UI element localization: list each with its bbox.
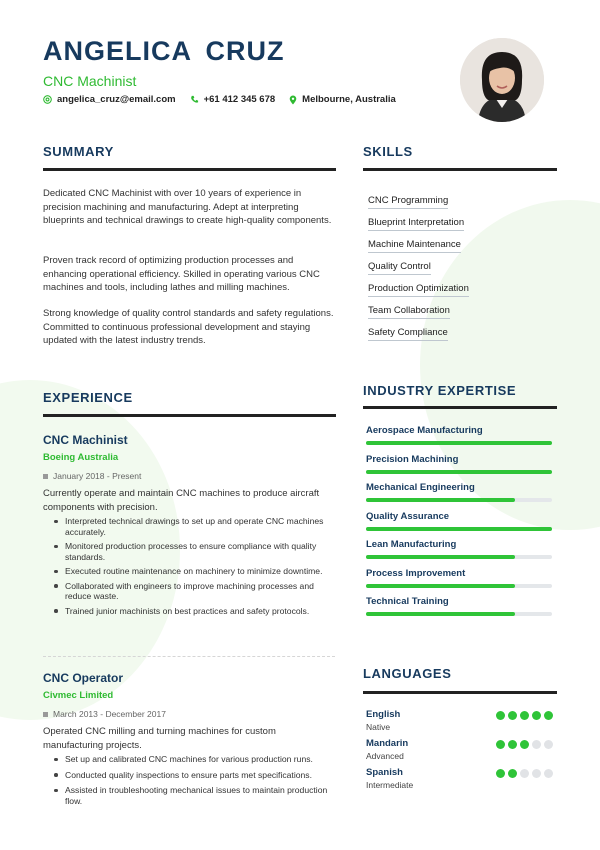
expertise-item (366, 596, 552, 625)
language-name: Mandarin (366, 738, 409, 749)
languages-list (366, 709, 553, 796)
list-item: Assisted in troubleshooting mechanical issues to maintain production flow. (43, 785, 338, 806)
job-1-title: CNC Machinist (43, 433, 128, 447)
language-level: Intermediate (366, 780, 414, 790)
rating-dot (520, 711, 529, 720)
list-item: Monitored production processes to ensure compliance with quality standards. (43, 541, 338, 562)
job-1-dates (43, 471, 141, 481)
contact-info (43, 94, 396, 105)
expertise-item (366, 425, 552, 454)
rating-dot (508, 769, 517, 778)
calendar-icon (43, 474, 48, 479)
rating-dot (532, 769, 541, 778)
expertise-label: Aerospace Manufacturing (366, 425, 483, 436)
job-2-description: Operated CNC milling and turning machines for custom manufacturing projects. (43, 726, 276, 751)
email-item[interactable] (43, 94, 176, 105)
email-text: angelica_cruz@email.com (57, 94, 176, 105)
expertise-bar-fill (366, 470, 552, 474)
job-2-dates (43, 709, 166, 719)
expertise-bar (366, 612, 552, 616)
language-item (366, 738, 553, 767)
job-title-header: CNC Machinist (43, 73, 137, 89)
expertise-label: Quality Assurance (366, 510, 450, 522)
rating-dot (544, 711, 553, 720)
person-portrait-icon (460, 38, 544, 122)
list-item: Set up and calibrated CNC machines for various production runs. (43, 754, 338, 765)
rating-dot (508, 711, 517, 720)
expertise-item (366, 539, 552, 568)
job-2-bullets (43, 754, 338, 806)
job-separator (43, 656, 335, 657)
list-item: Trained junior machinists on best practices and safety protocols. (43, 606, 338, 617)
rating-dot (532, 740, 541, 749)
rating-dot (544, 740, 553, 749)
job-1-bullets (43, 516, 338, 616)
expertise-bar (366, 498, 552, 502)
expertise-label: Lean Manufacturing (366, 539, 457, 550)
languages-rule (363, 691, 557, 694)
languages-heading: LANGUAGES (363, 666, 452, 681)
rating-dot (520, 769, 529, 778)
at-icon (43, 95, 52, 104)
language-name: English (366, 709, 401, 720)
expertise-list (366, 425, 552, 625)
skill-item: Team Collaboration (368, 305, 450, 319)
expertise-bar-fill (366, 555, 515, 559)
expertise-bar (366, 584, 552, 588)
skills-rule (363, 168, 557, 171)
expertise-item (366, 568, 552, 597)
skill-item: Machine Maintenance (368, 239, 461, 253)
location-item (289, 94, 396, 105)
expertise-label: Precision Machining (366, 453, 459, 465)
summary-paragraph-2: Proven track record of optimizing production processes and enhancing operational efficiency. Skilled in operating various CNC machines and tools, including lathes and milling machines. (43, 255, 320, 293)
calendar-icon (43, 712, 48, 717)
expertise-bar-fill (366, 584, 515, 588)
expertise-bar (366, 555, 552, 559)
list-item: Conducted quality inspections to ensure parts met specifications. (43, 770, 338, 781)
rating-dot (496, 711, 505, 720)
phone-text: +61 412 345 678 (203, 94, 276, 105)
expertise-bar (366, 441, 552, 445)
expertise-bar-fill (366, 527, 552, 531)
profile-photo (460, 38, 544, 122)
expertise-bar-fill (366, 498, 515, 502)
skills-list (368, 190, 469, 344)
phone-icon (190, 95, 199, 104)
experience-heading: EXPERIENCE (43, 390, 133, 405)
expertise-bar-fill (366, 612, 515, 616)
summary-rule (43, 168, 336, 171)
industry-expertise-heading: INDUSTRY EXPERTISE (363, 383, 517, 398)
list-item: Interpreted technical drawings to set up and operate CNC machines accurately. (43, 516, 338, 537)
language-rating (496, 769, 553, 778)
location-text: Melbourne, Australia (302, 94, 396, 105)
rating-dot (496, 769, 505, 778)
expertise-label: Process Improvement (366, 567, 466, 579)
language-rating (496, 711, 553, 720)
skill-item: Quality Control (368, 261, 431, 275)
expertise-label: Mechanical Engineering (366, 482, 475, 493)
skill-item: CNC Programming (368, 195, 448, 209)
rating-dot (532, 711, 541, 720)
skills-heading: SKILLS (363, 144, 413, 159)
industry-expertise-rule (363, 406, 557, 409)
phone-item[interactable] (190, 94, 276, 105)
job-1-company: Boeing Australia (43, 452, 119, 463)
summary-paragraph-3: Strong knowledge of quality control standards and safety regulations. Committed to continuous professional development and staying updated with the latest industry trends. (43, 308, 334, 346)
summary-paragraph-1: Dedicated CNC Machinist with over 10 years of experience in precision machining and manufacturing. Adept at interpreting blueprints and technical drawings to create high-quality components. (43, 188, 332, 226)
candidate-name: ANGELICA CRUZ (43, 36, 285, 66)
rating-dot (496, 740, 505, 749)
job-2-company: Civmec Limited (43, 690, 114, 701)
experience-rule (43, 414, 336, 417)
language-item (366, 767, 553, 796)
skill-item: Safety Compliance (368, 327, 448, 341)
language-level: Native (366, 722, 391, 732)
job-1-description: Currently operate and maintain CNC machines to produce aircraft components with precision. (43, 488, 320, 513)
summary-heading: SUMMARY (43, 144, 114, 159)
job-2-dates-text: March 2013 - December 2017 (53, 709, 166, 719)
expertise-label: Technical Training (366, 596, 449, 607)
language-level: Advanced (366, 751, 404, 761)
expertise-bar (366, 470, 552, 474)
expertise-item (366, 482, 552, 511)
job-2-title: CNC Operator (43, 671, 124, 685)
expertise-bar (366, 527, 552, 531)
skill-item: Blueprint Interpretation (368, 217, 464, 231)
job-1-dates-text: January 2018 - Present (53, 471, 142, 481)
list-item: Executed routine maintenance on machinery to minimize downtime. (43, 566, 338, 577)
location-pin-icon (289, 95, 297, 105)
language-name: Spanish (366, 767, 403, 778)
language-rating (496, 740, 553, 749)
rating-dot (544, 769, 553, 778)
expertise-item (366, 511, 552, 540)
language-item (366, 709, 553, 738)
list-item: Collaborated with engineers to improve machining processes and reduce waste. (43, 581, 338, 602)
rating-dot (520, 740, 529, 749)
expertise-bar-fill (366, 441, 552, 445)
skill-item: Production Optimization (368, 283, 469, 297)
expertise-item (366, 454, 552, 483)
rating-dot (508, 740, 517, 749)
